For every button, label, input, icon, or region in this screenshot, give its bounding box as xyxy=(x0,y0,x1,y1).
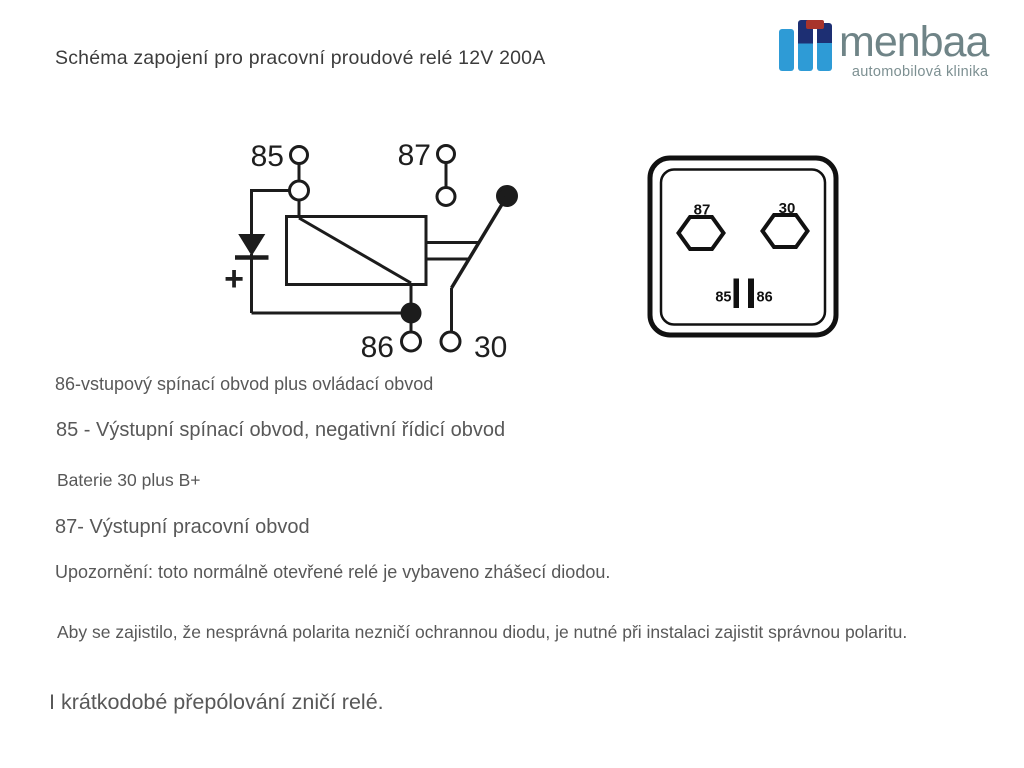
note-terminal-86: 86-vstupový spínací obvod plus ovládací obvod xyxy=(55,374,434,394)
note-warning-diode: Upozornění: toto normálně otevřené relé je vybaveno zhášecí diodou. xyxy=(55,562,611,582)
page-title: Schéma zapojení pro pracovní proudové relé 12V 200A xyxy=(55,47,546,69)
relay-coil-diagonal xyxy=(299,218,411,283)
logo xyxy=(779,20,988,80)
terminal-85-top-contact xyxy=(291,147,308,164)
switch-pivot-dot xyxy=(498,187,517,206)
diode-plus-label: + xyxy=(224,260,244,298)
terminal-85-label: 85 xyxy=(250,140,284,173)
note-terminal-30: Baterie 30 plus B+ xyxy=(57,470,201,490)
socket-pinout xyxy=(650,158,836,335)
socket-pin-85-label: 85 xyxy=(715,289,732,306)
note-polarity: Aby se zajistilo, že nesprávná polarita nezničí ochrannou diodu, je nutné při instalaci zajistit správnou polaritu. xyxy=(57,622,908,642)
note-terminal-85: 85 - Výstupní spínací obvod, negativní řídicí obvod xyxy=(56,419,506,441)
diode-branch-wire xyxy=(252,191,291,236)
terminal-86-label: 86 xyxy=(360,331,394,364)
socket-pin-30-hex xyxy=(763,215,808,247)
terminal-30-label: 30 xyxy=(474,331,508,364)
socket-inner-outline xyxy=(661,170,825,325)
terminal-86-contact xyxy=(402,332,421,351)
logo-tagline: automobilová klinika xyxy=(851,64,989,80)
socket-outer-outline xyxy=(650,158,836,335)
socket-blade-slot xyxy=(734,279,740,309)
menbaa-logo-icon xyxy=(779,20,836,71)
socket-pin-87-hex xyxy=(679,217,724,249)
relay-schematic xyxy=(224,139,516,364)
logo-bar-icon xyxy=(779,29,794,71)
socket-pin-87-label: 87 xyxy=(693,201,711,219)
logo-bar-icon xyxy=(817,23,832,71)
logo-red-accent-icon xyxy=(806,20,824,29)
note-reverse-polarity: I krátkodobé přepólování zničí relé. xyxy=(49,690,384,714)
relay-coil-box xyxy=(287,217,427,285)
socket-blade-slot xyxy=(748,279,754,309)
socket-pin-30-label: 30 xyxy=(778,200,796,217)
terminal-85-contact xyxy=(290,181,309,200)
terminal-87-label: 87 xyxy=(397,139,431,172)
logo-text xyxy=(839,20,988,80)
switch-arm xyxy=(452,196,508,288)
terminal-87-top-contact xyxy=(438,146,455,163)
terminal-30-contact xyxy=(441,332,460,351)
note-terminal-87: 87- Výstupní pracovní obvod xyxy=(55,516,310,538)
diode-icon xyxy=(240,235,264,254)
terminal-87-contact xyxy=(437,188,455,206)
socket-pin-86-label: 86 xyxy=(756,289,773,306)
junction-dot xyxy=(402,304,420,322)
logo-brand: menbaa xyxy=(839,18,989,66)
